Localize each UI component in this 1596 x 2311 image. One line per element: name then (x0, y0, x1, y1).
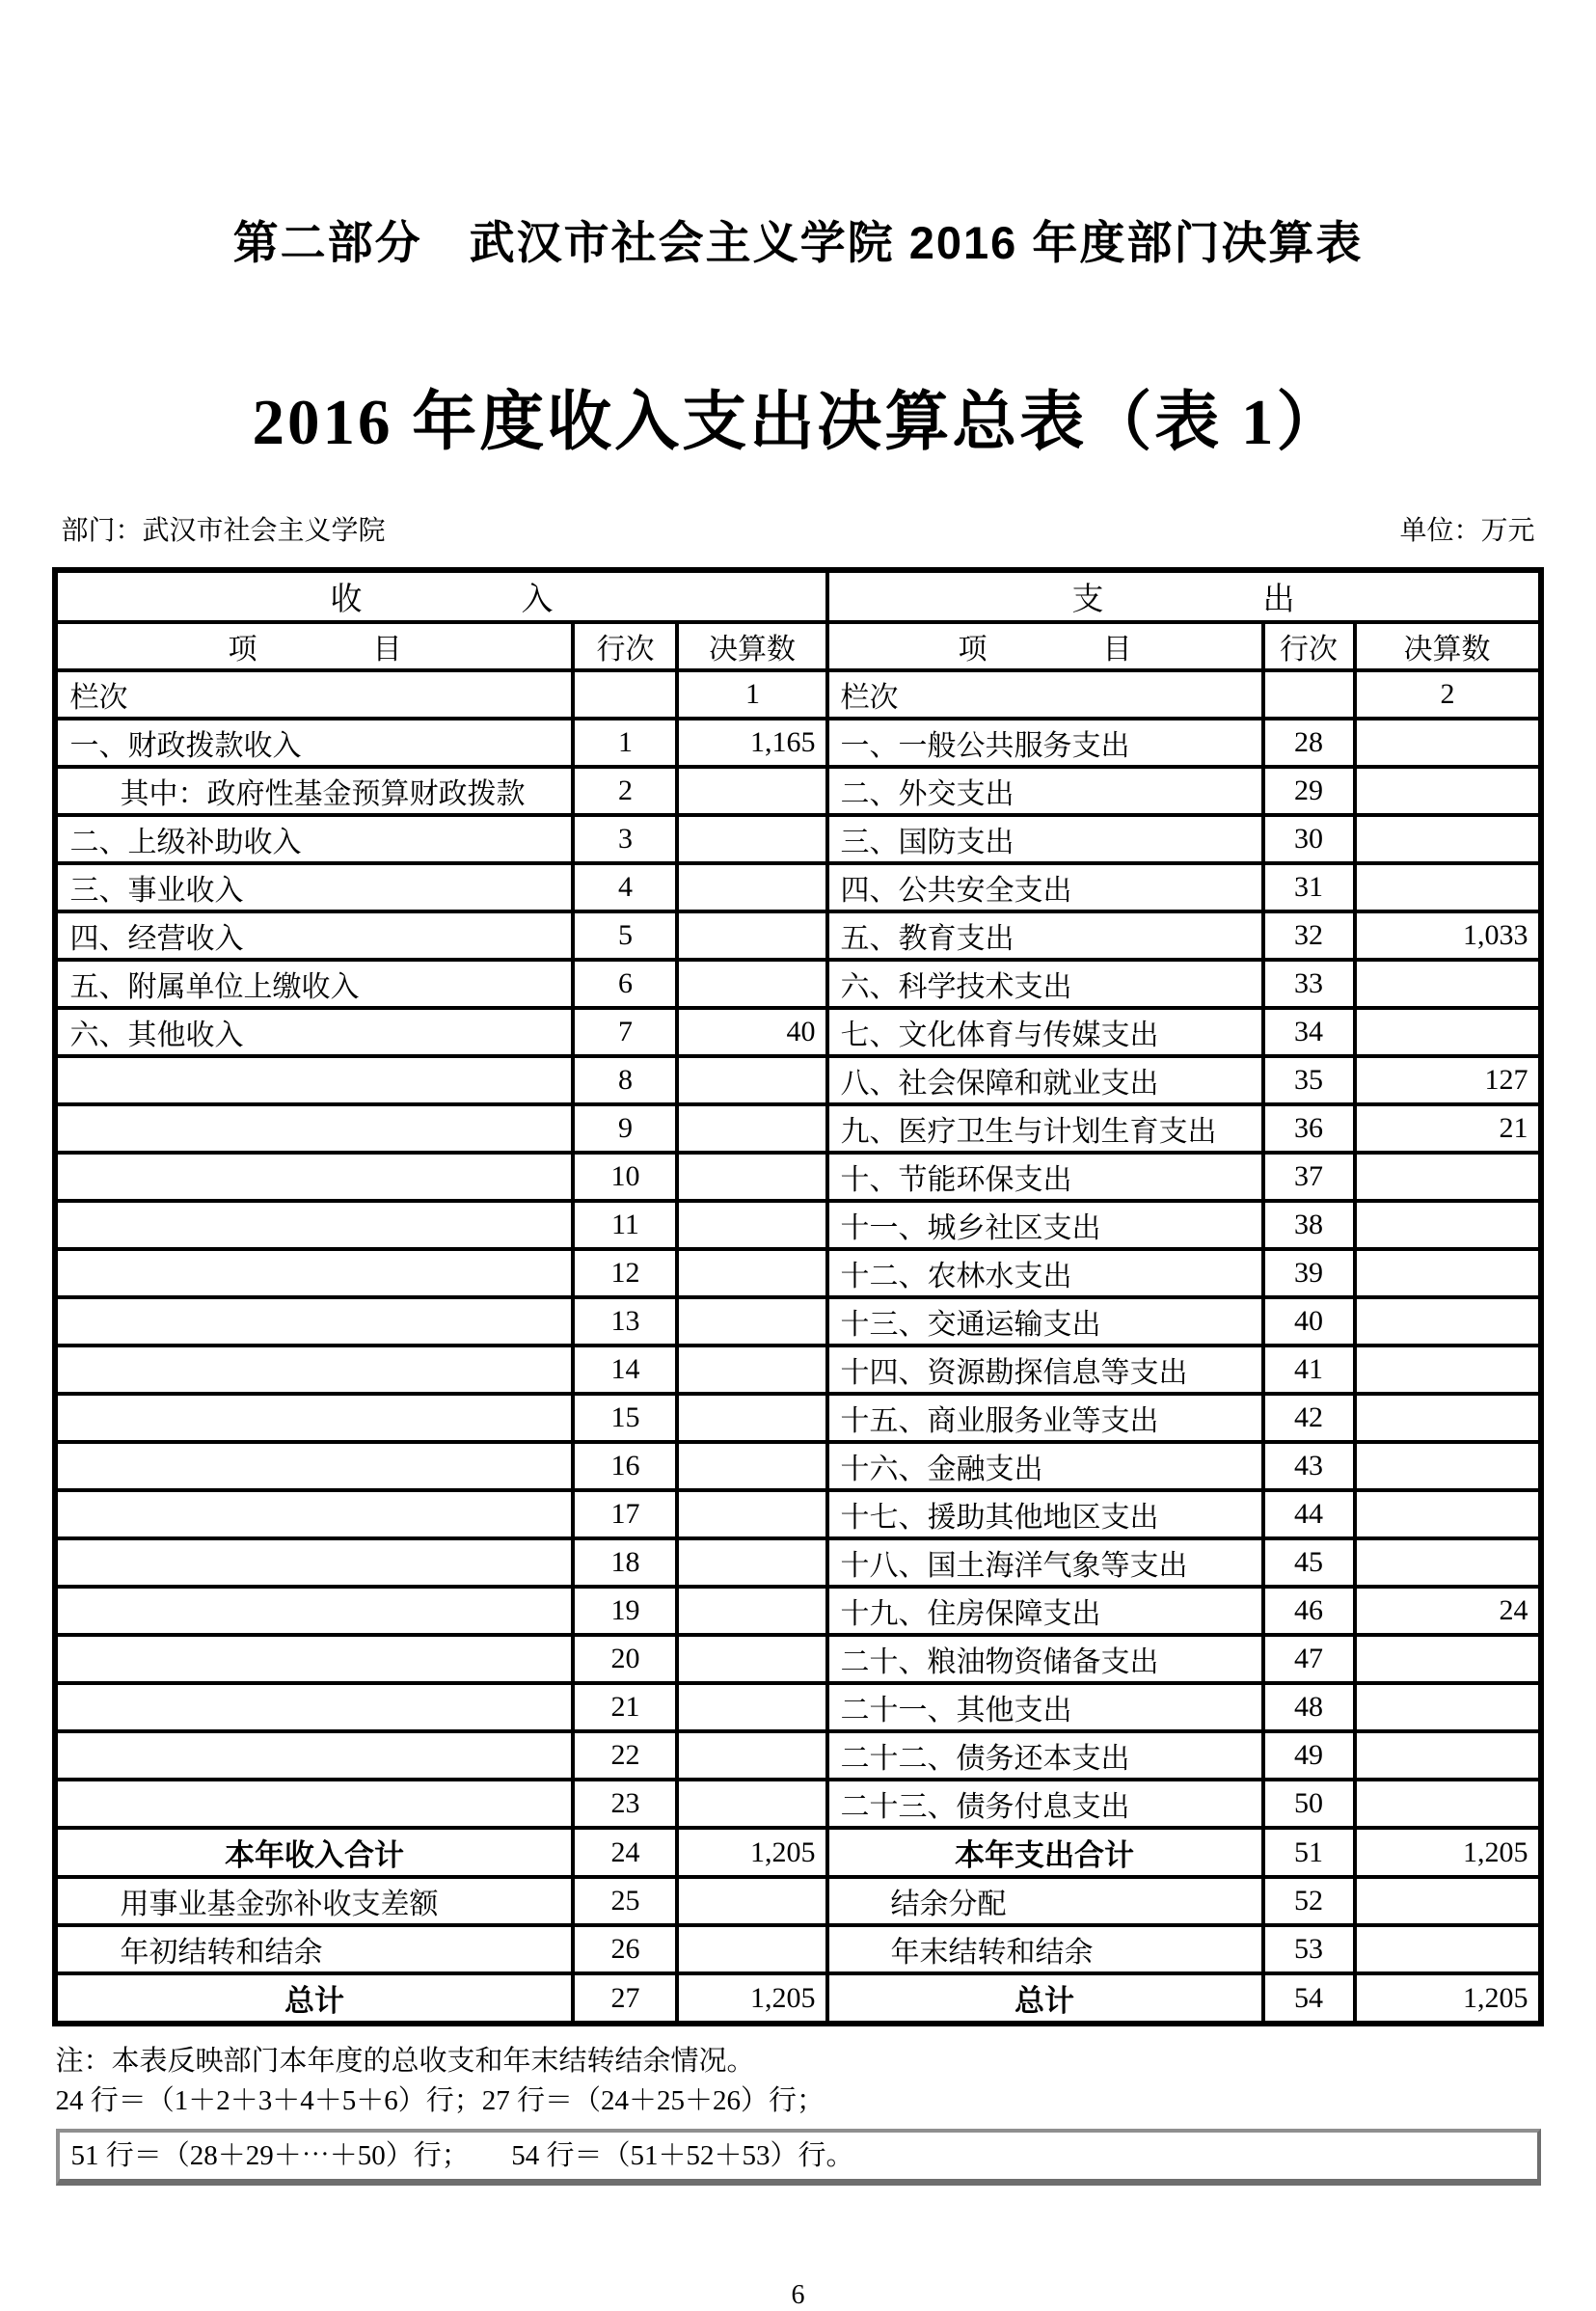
expense-item-cell: 年末结转和结余 (827, 1925, 1263, 1973)
expense-item-cell: 七、文化体育与传媒支出 (827, 1008, 1263, 1056)
expense-amount-cell (1355, 815, 1541, 863)
expense-item-cell: 八、社会保障和就业支出 (827, 1056, 1263, 1104)
expense-rownum-cell: 31 (1263, 863, 1355, 911)
expense-rownum-cell: 47 (1263, 1635, 1355, 1683)
budget-summary-table (52, 567, 1543, 2026)
table-row (55, 1249, 1540, 1297)
income-amount-header: 决算数 (677, 622, 826, 670)
income-rownum-cell: 3 (573, 815, 677, 863)
income-rownum-cell: 20 (573, 1635, 677, 1683)
expense-item-cell: 总计 (827, 1973, 1263, 2024)
income-amount-cell (677, 960, 826, 1008)
income-rownum-cell: 9 (573, 1104, 677, 1153)
table-row (55, 1925, 1540, 1973)
income-item-cell (55, 1683, 573, 1731)
income-rownum-header: 行次 (573, 622, 677, 670)
expense-amount-cell: 2 (1355, 670, 1541, 719)
income-amount-cell (677, 1442, 826, 1490)
expense-rownum-cell: 45 (1263, 1538, 1355, 1587)
expense-item-cell: 十五、商业服务业等支出 (827, 1394, 1263, 1442)
expense-rownum-cell (1263, 670, 1355, 719)
income-item-cell (55, 1104, 573, 1153)
expense-amount-cell (1355, 863, 1541, 911)
page-title: 2016 年度收入支出决算总表（表 1） (252, 387, 1344, 458)
expense-amount-cell: 1,205 (1355, 1973, 1541, 2024)
expense-item-cell: 五、教育支出 (827, 911, 1263, 960)
expense-rownum-cell: 54 (1263, 1973, 1355, 2024)
income-item-cell (55, 1538, 573, 1587)
income-amount-cell (677, 1394, 826, 1442)
income-amount-cell: 1,205 (677, 1828, 826, 1877)
income-item-cell: 五、附属单位上缴收入 (55, 960, 573, 1008)
income-rownum-cell: 21 (573, 1683, 677, 1731)
expense-item-cell: 十四、资源勘探信息等支出 (827, 1346, 1263, 1394)
table-row (55, 1297, 1540, 1346)
expense-amount-header: 决算数 (1355, 622, 1541, 670)
income-amount-cell (677, 1153, 826, 1201)
expense-rownum-cell: 50 (1263, 1780, 1355, 1828)
expense-rownum-cell: 49 (1263, 1731, 1355, 1780)
expense-rownum-cell: 53 (1263, 1925, 1355, 1973)
table-row (55, 1828, 1540, 1877)
expense-item-cell: 本年支出合计 (827, 1828, 1263, 1877)
expense-rownum-header: 行次 (1263, 622, 1355, 670)
income-amount-cell (677, 1490, 826, 1538)
table-row (55, 960, 1540, 1008)
expense-amount-cell: 24 (1355, 1587, 1541, 1635)
income-amount-cell (677, 1201, 826, 1249)
expense-amount-cell (1355, 1925, 1541, 1973)
table-row (55, 815, 1540, 863)
expense-item-cell: 六、科学技术支出 (827, 960, 1263, 1008)
income-item-cell: 一、财政拨款收入 (55, 719, 573, 767)
income-amount-cell (677, 1683, 826, 1731)
note-formula-expense-box (56, 2129, 1541, 2186)
expense-rownum-cell: 29 (1263, 767, 1355, 815)
expense-amount-cell (1355, 767, 1541, 815)
income-rownum-cell: 7 (573, 1008, 677, 1056)
expense-item-cell: 十一、城乡社区支出 (827, 1201, 1263, 1249)
expense-item-header: 项 目 (827, 622, 1263, 670)
expense-amount-cell (1355, 1297, 1541, 1346)
expense-item-cell: 二十一、其他支出 (827, 1683, 1263, 1731)
expense-item-cell: 二十二、债务还本支出 (827, 1731, 1263, 1780)
table-row (55, 767, 1540, 815)
income-amount-cell (677, 1587, 826, 1635)
income-item-cell (55, 1346, 573, 1394)
income-rownum-cell: 6 (573, 960, 677, 1008)
table-row (55, 1442, 1540, 1490)
income-amount-cell (677, 1249, 826, 1297)
table-row (55, 863, 1540, 911)
table-row (55, 1201, 1540, 1249)
income-item-cell: 总计 (55, 1973, 573, 2024)
expense-item-cell: 一、一般公共服务支出 (827, 719, 1263, 767)
income-rownum-cell: 12 (573, 1249, 677, 1297)
income-amount-cell (677, 1297, 826, 1346)
income-rownum-cell: 25 (573, 1877, 677, 1925)
expense-item-cell: 十六、金融支出 (827, 1442, 1263, 1490)
income-amount-cell (677, 1780, 826, 1828)
table-row (55, 670, 1540, 719)
income-item-cell: 用事业基金弥补收支差额 (55, 1877, 573, 1925)
income-amount-cell: 40 (677, 1008, 826, 1056)
expense-amount-cell (1355, 1877, 1541, 1925)
income-item-cell (55, 1297, 573, 1346)
income-item-cell (55, 1153, 573, 1201)
income-amount-cell (677, 1635, 826, 1683)
income-item-cell (55, 1056, 573, 1104)
income-item-cell (55, 1201, 573, 1249)
table-column-header-row (55, 622, 1540, 670)
expense-item-cell: 十、节能环保支出 (827, 1153, 1263, 1201)
income-rownum-cell: 4 (573, 863, 677, 911)
expense-rownum-cell: 43 (1263, 1442, 1355, 1490)
expense-amount-cell (1355, 1201, 1541, 1249)
table-row (55, 1683, 1540, 1731)
expense-rownum-cell: 41 (1263, 1346, 1355, 1394)
expense-rownum-cell: 51 (1263, 1828, 1355, 1877)
note-description: 注：本表反映部门本年度的总收支和年末结转结余情况。 (55, 2046, 755, 2077)
expense-rownum-cell: 30 (1263, 815, 1355, 863)
expense-rownum-cell: 46 (1263, 1587, 1355, 1635)
page-number: 6 (791, 2280, 805, 2310)
income-amount-cell (677, 1346, 826, 1394)
table-half-header-row (55, 570, 1540, 622)
table-row (55, 1346, 1540, 1394)
expense-rownum-cell: 40 (1263, 1297, 1355, 1346)
income-amount-cell: 1,205 (677, 1973, 826, 2024)
income-item-cell (55, 1442, 573, 1490)
income-rownum-cell: 13 (573, 1297, 677, 1346)
expense-amount-cell: 21 (1355, 1104, 1541, 1153)
income-amount-cell (677, 815, 826, 863)
expense-item-cell: 结余分配 (827, 1877, 1263, 1925)
income-item-cell (55, 1249, 573, 1297)
expense-amount-cell (1355, 960, 1541, 1008)
income-item-cell (55, 1394, 573, 1442)
income-rownum-cell: 19 (573, 1587, 677, 1635)
income-item-cell: 年初结转和结余 (55, 1925, 573, 1973)
income-item-cell: 二、上级补助收入 (55, 815, 573, 863)
table-notes (56, 2042, 1541, 2186)
income-rownum-cell: 16 (573, 1442, 677, 1490)
income-rownum-cell: 23 (573, 1780, 677, 1828)
income-rownum-cell: 2 (573, 767, 677, 815)
income-item-header: 项 目 (55, 622, 573, 670)
table-meta-row (56, 509, 1541, 548)
income-rownum-cell: 5 (573, 911, 677, 960)
expense-amount-cell (1355, 1780, 1541, 1828)
income-item-cell (55, 1587, 573, 1635)
table-row (55, 1731, 1540, 1780)
expense-amount-cell: 1,205 (1355, 1828, 1541, 1877)
expense-amount-cell (1355, 719, 1541, 767)
expense-rownum-cell: 32 (1263, 911, 1355, 960)
income-rownum-cell: 27 (573, 1973, 677, 2024)
income-section-header: 收 入 (55, 570, 826, 622)
table-row (55, 1153, 1540, 1201)
income-amount-cell: 1 (677, 670, 826, 719)
expense-rownum-cell: 38 (1263, 1201, 1355, 1249)
income-rownum-cell: 17 (573, 1490, 677, 1538)
expense-item-cell: 二十、粮油物资储备支出 (827, 1635, 1263, 1683)
income-rownum-cell: 10 (573, 1153, 677, 1201)
expense-item-cell: 十八、国土海洋气象等支出 (827, 1538, 1263, 1587)
expense-amount-cell (1355, 1683, 1541, 1731)
table-row (55, 1490, 1540, 1538)
expense-item-cell: 十九、住房保障支出 (827, 1587, 1263, 1635)
table-row (55, 719, 1540, 767)
table-row (55, 911, 1540, 960)
expense-amount-cell (1355, 1635, 1541, 1683)
income-item-cell (55, 1490, 573, 1538)
table-row (55, 1635, 1540, 1683)
income-amount-cell (677, 1056, 826, 1104)
income-amount-cell (677, 1104, 826, 1153)
income-rownum-cell: 24 (573, 1828, 677, 1877)
table-row (55, 1008, 1540, 1056)
table-row (55, 1056, 1540, 1104)
income-rownum-cell (573, 670, 677, 719)
table-row (55, 1973, 1540, 2024)
expense-amount-cell (1355, 1249, 1541, 1297)
income-rownum-cell: 8 (573, 1056, 677, 1104)
expense-rownum-cell: 37 (1263, 1153, 1355, 1201)
expense-item-cell: 栏次 (827, 670, 1263, 719)
income-amount-cell (677, 863, 826, 911)
income-amount-cell (677, 1877, 826, 1925)
expense-amount-cell (1355, 1394, 1541, 1442)
expense-item-cell: 十三、交通运输支出 (827, 1297, 1263, 1346)
income-item-cell: 栏次 (55, 670, 573, 719)
expense-rownum-cell: 44 (1263, 1490, 1355, 1538)
income-rownum-cell: 14 (573, 1346, 677, 1394)
income-rownum-cell: 22 (573, 1731, 677, 1780)
expense-amount-cell (1355, 1538, 1541, 1587)
expense-item-cell: 十七、援助其他地区支出 (827, 1490, 1263, 1538)
expense-amount-cell (1355, 1153, 1541, 1201)
income-item-cell (55, 1731, 573, 1780)
note-formula-expense: 51 行＝（28＋29＋⋯＋50）行； 54 行＝（51＋52＋53）行。 (70, 2140, 854, 2171)
expense-rownum-cell: 34 (1263, 1008, 1355, 1056)
income-rownum-cell: 26 (573, 1925, 677, 1973)
department-label: 部门：武汉市社会主义学院 (61, 516, 386, 546)
income-item-cell (55, 1635, 573, 1683)
expense-rownum-cell: 48 (1263, 1683, 1355, 1731)
expense-amount-cell (1355, 1731, 1541, 1780)
income-rownum-cell: 15 (573, 1394, 677, 1442)
unit-label: 单位：万元 (1399, 516, 1535, 546)
income-amount-cell: 1,165 (677, 719, 826, 767)
income-item-cell: 其中：政府性基金预算财政拨款 (55, 767, 573, 815)
expense-amount-cell (1355, 1442, 1541, 1490)
expense-amount-cell: 127 (1355, 1056, 1541, 1104)
expense-section-header: 支 出 (827, 570, 1541, 622)
income-item-cell: 四、经营收入 (55, 911, 573, 960)
section-title: 第二部分 武汉市社会主义学院 2016 年度部门决算表 (232, 217, 1364, 268)
expense-amount-cell (1355, 1008, 1541, 1056)
expense-rownum-cell: 42 (1263, 1394, 1355, 1442)
income-item-cell: 六、其他收入 (55, 1008, 573, 1056)
table-row (55, 1587, 1540, 1635)
expense-item-cell: 二十三、债务付息支出 (827, 1780, 1263, 1828)
income-amount-cell (677, 911, 826, 960)
expense-rownum-cell: 33 (1263, 960, 1355, 1008)
table-row (55, 1394, 1540, 1442)
note-formula-income: 24 行＝（1＋2＋3＋4＋5＋6）行；27 行＝（24＋25＋26）行； (55, 2085, 825, 2116)
income-amount-cell (677, 1538, 826, 1587)
expense-item-cell: 十二、农林水支出 (827, 1249, 1263, 1297)
expense-item-cell: 四、公共安全支出 (827, 863, 1263, 911)
expense-amount-cell: 1,033 (1355, 911, 1541, 960)
table-row (55, 1780, 1540, 1828)
income-rownum-cell: 11 (573, 1201, 677, 1249)
expense-rownum-cell: 28 (1263, 719, 1355, 767)
expense-rownum-cell: 39 (1263, 1249, 1355, 1297)
income-amount-cell (677, 767, 826, 815)
income-amount-cell (677, 1925, 826, 1973)
income-item-cell: 三、事业收入 (55, 863, 573, 911)
expense-rownum-cell: 36 (1263, 1104, 1355, 1153)
expense-rownum-cell: 35 (1263, 1056, 1355, 1104)
table-row (55, 1538, 1540, 1587)
expense-amount-cell (1355, 1346, 1541, 1394)
expense-item-cell: 九、医疗卫生与计划生育支出 (827, 1104, 1263, 1153)
income-item-cell: 本年收入合计 (55, 1828, 573, 1877)
expense-amount-cell (1355, 1490, 1541, 1538)
income-rownum-cell: 1 (573, 719, 677, 767)
table-row (55, 1104, 1540, 1153)
income-amount-cell (677, 1731, 826, 1780)
income-item-cell (55, 1780, 573, 1828)
table-row (55, 1877, 1540, 1925)
expense-rownum-cell: 52 (1263, 1877, 1355, 1925)
expense-item-cell: 二、外交支出 (827, 767, 1263, 815)
expense-item-cell: 三、国防支出 (827, 815, 1263, 863)
income-rownum-cell: 18 (573, 1538, 677, 1587)
